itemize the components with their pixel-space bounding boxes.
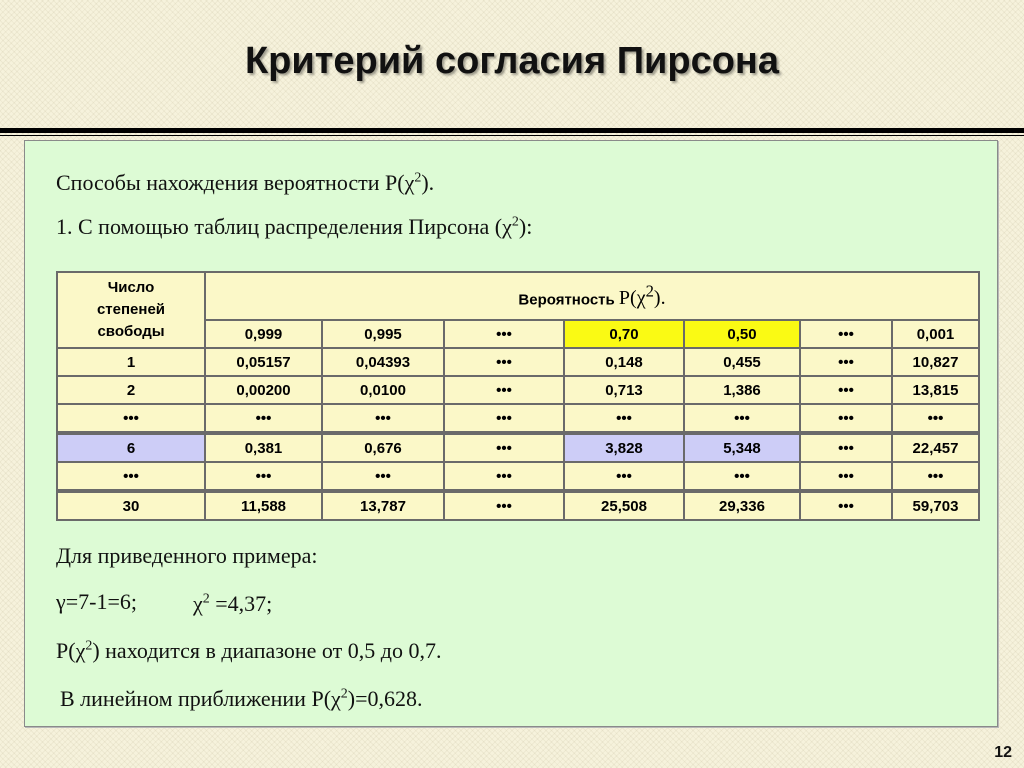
probability-header <box>205 272 979 320</box>
probability-header-label: Вероятность <box>518 291 615 309</box>
value-cell: ••• <box>564 404 684 433</box>
chi-square-equation <box>193 591 272 617</box>
pearson-distribution-table <box>56 271 980 521</box>
value-cell: 5,348 <box>684 433 800 462</box>
example-heading-content: Для приведенного примера: <box>56 543 318 568</box>
superscript-2: 2 <box>511 214 519 230</box>
value-cell: 1,386 <box>684 376 800 404</box>
value-cell: ••• <box>800 433 892 462</box>
value-cell: ••• <box>800 491 892 520</box>
value-cell: 13,815 <box>892 376 979 404</box>
value-cell: 13,787 <box>322 491 444 520</box>
value-cell: ••• <box>205 462 322 491</box>
dof-cell: ••• <box>57 404 205 433</box>
value-cell: 0,0100 <box>322 376 444 404</box>
value-cell: 3,828 <box>564 433 684 462</box>
value-cell: ••• <box>564 462 684 491</box>
dof-header <box>57 272 205 348</box>
value-cell: ••• <box>322 404 444 433</box>
value-cell: ••• <box>800 462 892 491</box>
value-cell: 0,00200 <box>205 376 322 404</box>
value-cell: ••• <box>892 462 979 491</box>
value-cell: ••• <box>684 404 800 433</box>
value-cell: ••• <box>444 404 564 433</box>
table-row <box>57 404 979 433</box>
value-cell: 0,04393 <box>322 348 444 376</box>
slide-title: Критерий согласия Пирсона <box>244 40 780 82</box>
value-cell: ••• <box>800 348 892 376</box>
dof-cell: 2 <box>57 376 205 404</box>
value-cell: ••• <box>444 348 564 376</box>
table-row <box>57 462 979 491</box>
dof-cell: ••• <box>57 462 205 491</box>
prob-col-3: 0,70 <box>564 320 684 348</box>
value-cell: ••• <box>444 376 564 404</box>
title-divider-thin <box>0 135 1024 136</box>
value-cell: ••• <box>322 462 444 491</box>
prob-col-1: 0,995 <box>322 320 444 348</box>
value-cell: 0,05157 <box>205 348 322 376</box>
example-heading <box>56 543 317 569</box>
value-cell: ••• <box>205 404 322 433</box>
table-row <box>57 348 979 376</box>
intro-text-content: Способы нахождения вероятности $Р(\chi^2)$. <box>56 170 435 195</box>
value-cell: 10,827 <box>892 348 979 376</box>
prob-col-5: ••• <box>800 320 892 348</box>
value-cell: ••• <box>800 376 892 404</box>
prob-col-0: 0,999 <box>205 320 322 348</box>
superscript-2: 2 <box>85 638 93 654</box>
dof-header-line-3: свободы <box>97 323 165 340</box>
value-cell: 29,336 <box>684 491 800 520</box>
value-cell: ••• <box>444 491 564 520</box>
value-cell: 0,148 <box>564 348 684 376</box>
range-statement <box>56 638 441 664</box>
superscript-2: 2 <box>645 281 654 301</box>
value-cell: 11,588 <box>205 491 322 520</box>
dof-header-line-1: Число <box>107 279 155 296</box>
value-cell: ••• <box>684 462 800 491</box>
table-row <box>57 491 979 520</box>
method-1-text-content: 1. С помощью таблиц распределения Пирсона $(\chi^2)$: <box>56 214 533 239</box>
value-cell: ••• <box>800 404 892 433</box>
intro-text <box>56 170 434 196</box>
method-1-text <box>56 214 532 240</box>
table-row <box>57 376 979 404</box>
value-cell: 0,676 <box>322 433 444 462</box>
value-cell: ••• <box>892 404 979 433</box>
value-cell: 0,455 <box>684 348 800 376</box>
value-cell: ••• <box>444 433 564 462</box>
gamma-equation <box>56 589 137 615</box>
chi-square-equation-content: $\chi^2 =4,37$; <box>193 591 273 616</box>
range-statement-content: $Р(\chi^2)$ находится в диапазоне от 0,5 до 0,7. <box>56 638 442 663</box>
dof-cell: 1 <box>57 348 205 376</box>
prob-col-6: 0,001 <box>892 320 979 348</box>
value-cell: 0,713 <box>564 376 684 404</box>
title-divider <box>0 128 1024 133</box>
superscript-2: 2 <box>414 170 422 186</box>
value-cell: ••• <box>444 462 564 491</box>
prob-col-2: ••• <box>444 320 564 348</box>
prob-col-4: 0,50 <box>684 320 800 348</box>
table-row-highlighted <box>57 433 979 462</box>
superscript-2: 2 <box>202 591 210 607</box>
dof-header-line-2: степеней <box>96 301 166 318</box>
dof-cell: 6 <box>57 433 205 462</box>
page-number: 12 <box>994 744 1012 761</box>
superscript-2: 2 <box>340 686 348 702</box>
linear-approximation-content: В линейном приближении $Р(\chi^2)=0,628$. <box>60 686 423 711</box>
value-cell: 59,703 <box>892 491 979 520</box>
dof-cell: 30 <box>57 491 205 520</box>
value-cell: 22,457 <box>892 433 979 462</box>
probability-header-symbol: $Р(\chi^2)$. <box>618 281 666 310</box>
value-cell: 0,381 <box>205 433 322 462</box>
linear-approximation-statement <box>60 686 423 712</box>
value-cell: 25,508 <box>564 491 684 520</box>
gamma-equation-content: γ=7-1=6; <box>56 589 137 614</box>
